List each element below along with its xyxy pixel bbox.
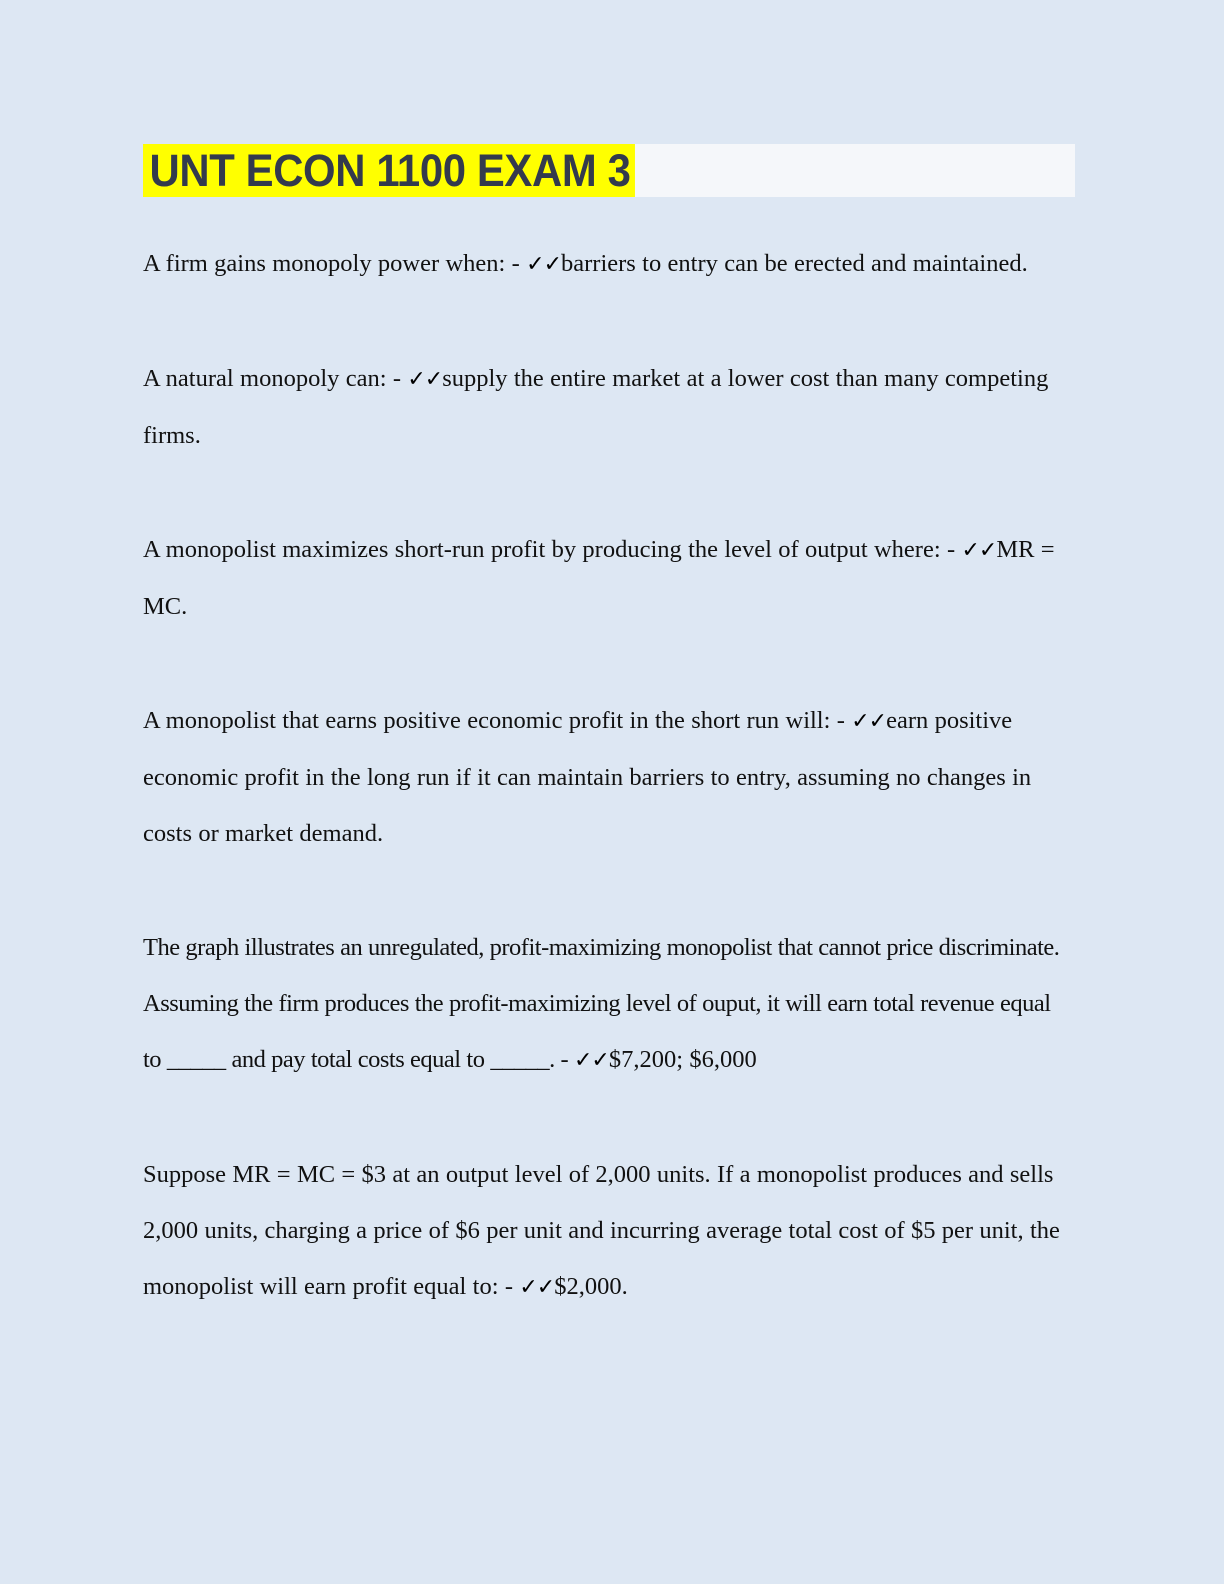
check-mark-icon: ✓✓ <box>407 367 443 392</box>
answer-text: supply the entire market at a lower cost than many competing firms. <box>143 365 1049 449</box>
check-mark-icon: ✓✓ <box>961 538 997 563</box>
check-mark-icon: ✓✓ <box>526 252 562 277</box>
answer-text: $2,000. <box>554 1273 628 1300</box>
check-mark-icon: ✓✓ <box>851 709 887 734</box>
question-text: A monopolist that earns positive economic profit in the short run will: - <box>143 707 852 734</box>
qa-item <box>143 522 1073 635</box>
title-highlight-band <box>143 144 1075 197</box>
question-text: A monopolist maximizes short-run profit by producing the level of output where: - <box>143 536 962 563</box>
question-text: The graph illustrates an unregulated, profit-maximizing monopolist that cannot price discriminate. Assuming the firm produces the profit-maximizing level of ouput, it will earn total revenue equal to _____ and pay total costs equal to _____. - <box>143 934 1060 1073</box>
check-mark-icon: ✓✓ <box>574 1048 609 1073</box>
qa-item <box>143 236 1073 293</box>
check-mark-icon: ✓✓ <box>519 1275 555 1300</box>
question-text: A natural monopoly can: - <box>143 365 408 392</box>
answer-text: earn positive economic profit in the long run if it can maintain barriers to entry, assuming no changes in costs or market demand. <box>143 707 1032 847</box>
qa-item <box>143 693 1073 862</box>
answer-text: barriers to entry can be erected and maintained. <box>561 250 1028 277</box>
answer-text: MR = MC. <box>143 536 1055 620</box>
question-text: Suppose MR = MC = $3 at an output level of 2,000 units. If a monopolist produces and sells 2,000 units, charging a price of $6 per unit and incurring average total cost of $5 per unit, the monopolist will earn profit equal to: - <box>143 1161 1060 1300</box>
qa-item <box>143 920 1073 1089</box>
answer-text: $7,200; $6,000 <box>608 1046 757 1073</box>
exam-questions-list <box>143 236 1073 1316</box>
qa-item <box>143 1147 1073 1316</box>
page-title: UNT ECON 1100 EXAM 3 <box>143 144 635 197</box>
qa-item <box>143 351 1073 464</box>
question-text: A firm gains monopoly power when: - <box>143 250 527 277</box>
